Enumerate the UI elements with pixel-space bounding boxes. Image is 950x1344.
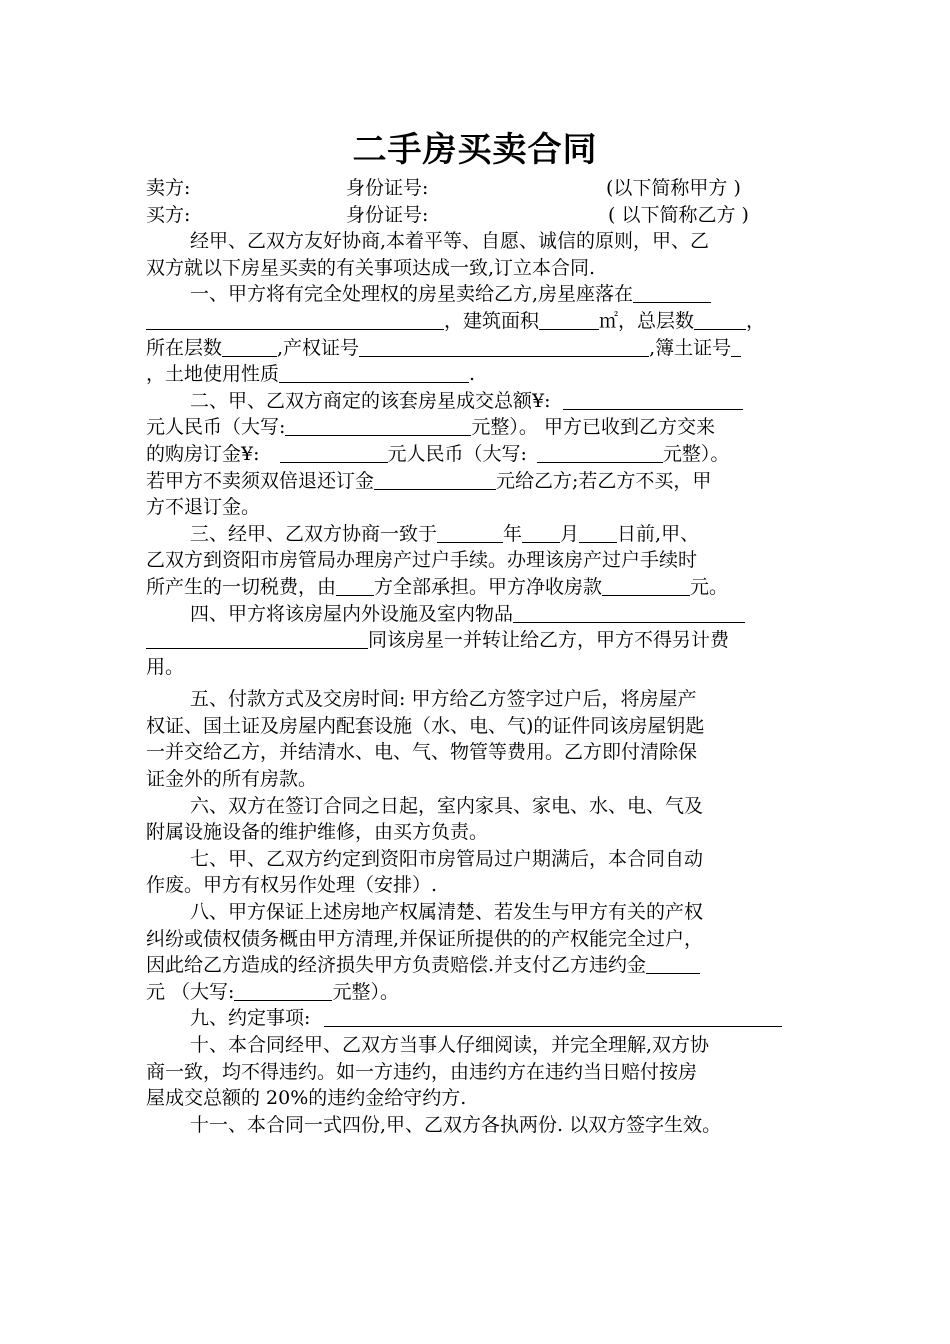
clause-2-text-c: 元整）。 甲方已收到乙方交来 <box>471 416 715 439</box>
clause-5-line-4: 证金外的所有房款。 <box>146 768 318 791</box>
land-use-field[interactable] <box>279 362 469 383</box>
clause-4-line-3: 用。 <box>146 655 185 678</box>
clause-2-text-g: 若甲方不卖须双倍退还订金 <box>146 469 375 492</box>
clause-8-line-1: 八、甲方保证上述房地产权属清楚、若发生与甲方有关的产权 <box>190 901 704 924</box>
clause-1-text-c: ，总层数 <box>618 309 695 332</box>
clause-10-line-2: 商一致，均不得违约。如一方违约，由违约方在违约当日赔付按房 <box>146 1060 698 1083</box>
clause-2-line-5: 方不退订金。 <box>146 496 261 519</box>
penalty-words-field[interactable] <box>234 980 332 1001</box>
deposit-refund-field[interactable] <box>374 469 496 490</box>
clause-1-text-f: ,产权证号 <box>277 336 360 359</box>
clause-2-line-2 <box>146 414 826 441</box>
clause-5-line-1: 五、付款方式及交房时间: 甲方给乙方签字过户后，将房屋产 <box>190 688 697 711</box>
clause-2-text-b: 元人民币（大写: <box>146 416 286 439</box>
clause-8-line-2: 纠纷或债权债务概由甲方清理,并保证所提供的的产权能完全过户， <box>146 927 704 950</box>
clause-1-line-2 <box>146 308 826 335</box>
property-location-field[interactable] <box>633 282 711 303</box>
deposit-field[interactable] <box>280 442 388 463</box>
property-cert-field[interactable] <box>359 336 649 357</box>
total-price-words-field[interactable] <box>285 415 471 436</box>
clause-9-line-1 <box>146 1005 826 1032</box>
clause-11-line-1: 十一、本合同一式四份,甲、乙双方各执两份. 以双方签字生效。 <box>190 1113 722 1136</box>
penalty-field[interactable] <box>646 953 700 974</box>
clause-1-text-i: . <box>469 363 476 386</box>
total-floors-field[interactable] <box>694 309 746 330</box>
area-unit: ㎡ <box>599 309 619 332</box>
clause-2-line-4 <box>146 468 826 495</box>
seller-id-label: 身份证号: <box>346 177 429 199</box>
clause-4-text-b: 同该房星一并转让给乙方，甲方不得另计费 <box>368 629 730 652</box>
buyer-note: ( 以下简称乙方 ) <box>608 203 749 226</box>
net-proceeds-field[interactable] <box>602 575 690 596</box>
clause-4-text-a: 四、甲方将该房屋内外设施及室内物品 <box>190 602 514 625</box>
document-title: 二手房买卖合同 <box>352 130 598 170</box>
clause-2-text-d: 的购房订金¥: <box>146 442 260 465</box>
clause-1-line-4 <box>146 361 826 388</box>
clause-6-line-2: 附属设施设备的维护维修，由买方负责。 <box>146 821 489 844</box>
buyer-id-label: 身份证号: <box>346 203 429 226</box>
clause-2-text-f: 元整）。 <box>662 442 730 465</box>
property-location-field-2[interactable] <box>146 309 444 330</box>
land-cert-field[interactable] <box>731 336 741 357</box>
total-price-field[interactable] <box>563 389 743 410</box>
day-field[interactable] <box>579 522 617 543</box>
clause-5-line-3: 一并交给乙方，并结清水、电、气、物管等费用。乙方即付清除保 <box>146 741 698 764</box>
building-area-field[interactable] <box>539 309 599 330</box>
clause-1-text-a: 一、甲方将有完全处理权的房星卖给乙方,房星座落在 <box>190 283 634 306</box>
preamble-line-1: 经甲、乙双方友好协商,本着平等、自愿、诚信的原则，甲、乙 <box>190 230 710 253</box>
clause-7-line-1: 七、甲、乙双方约定到资阳市房管局过户期满后，本合同自动 <box>190 847 704 870</box>
included-items-field[interactable] <box>513 602 745 623</box>
clause-4-line-2 <box>146 627 826 654</box>
clause-3-line-1 <box>146 521 826 548</box>
agreed-matters-field[interactable] <box>324 1006 782 1027</box>
clause-2-text-a: 二、甲、乙双方商定的该套房星成交总额¥: <box>190 389 551 412</box>
clause-1-text-b: ，建筑面积 <box>444 309 540 332</box>
clause-9-text-a: 九、约定事项: <box>190 1007 311 1030</box>
clause-1-line-3 <box>146 335 826 362</box>
clause-2-line-1 <box>146 388 826 415</box>
clause-8-text-a: 因此给乙方造成的经济损失甲方负责赔偿.并支付乙方违约金 <box>146 954 647 977</box>
seller-line <box>146 175 826 202</box>
clause-2-line-3 <box>146 441 826 468</box>
clause-3-text-f: 所产生的一切税费，由 <box>146 575 337 598</box>
clause-1-line-1 <box>146 281 826 308</box>
clause-1-text-g: ,簿土证号 <box>649 336 732 359</box>
year-label: 年 <box>503 522 523 545</box>
deposit-words-field[interactable] <box>537 442 663 463</box>
included-items-field-2[interactable] <box>146 628 368 649</box>
preamble-line-2: 双方就以下房星买卖的有关事项达成一致,订立本合同. <box>146 256 596 279</box>
clause-3-line-2: 乙双方到资阳市房管局办理房产过户手续。办理该房产过户手续时 <box>146 549 698 572</box>
clause-2-text-h: 元给乙方;若乙方不买，甲 <box>496 469 712 492</box>
clause-6-line-1: 六、双方在签订合同之日起，室内家具、家电、水、电、气及 <box>190 794 704 817</box>
clause-8-text-c: 元整）。 <box>332 980 399 1003</box>
clause-1-text-e: 所在层数 <box>146 336 223 359</box>
clause-2-text-e: 元人民币（大写: <box>387 442 527 465</box>
tax-party-field[interactable] <box>336 575 374 596</box>
clause-4-line-1 <box>146 601 826 628</box>
month-field[interactable] <box>522 522 560 543</box>
clause-8-line-4 <box>146 979 826 1006</box>
clause-3-text-d: 日前,甲、 <box>617 522 700 545</box>
contract-body <box>146 175 826 1138</box>
clause-5-line-2: 权证、国土证及房屋内配套设施（水、电、气)的证件同该房屋钥匙 <box>146 714 705 737</box>
clause-8-line-3 <box>146 952 826 979</box>
buyer-label: 买方: <box>146 203 191 226</box>
seller-note: (以下简称甲方 ) <box>606 177 741 199</box>
clause-3-text-a: 三、经甲、乙双方协商一致于 <box>190 522 438 545</box>
clause-1-text-h: ，土地使用性质 <box>146 363 280 386</box>
month-label: 月 <box>560 522 580 545</box>
clause-10-line-1: 十、本合同经甲、乙双方当事人仔细阅读，并完全理解,双方协 <box>190 1034 710 1056</box>
clause-7-line-2: 作废。甲方有权另作处理（安排）. <box>146 874 438 897</box>
buyer-line <box>146 202 826 229</box>
clause-3-text-h: 元。 <box>690 575 729 598</box>
clause-1-text-d: ， <box>746 309 766 332</box>
seller-label: 卖方: <box>146 177 191 199</box>
clause-8-text-b: 元 （大写: <box>146 980 235 1003</box>
clause-3-line-3 <box>146 574 826 601</box>
year-field[interactable] <box>437 522 503 543</box>
clause-10-line-3: 屋成交总额的 20%的违约金给守约方. <box>146 1087 467 1110</box>
clause-3-text-g: 方全部承担。甲方净收房款 <box>374 575 603 598</box>
floor-number-field[interactable] <box>222 336 277 357</box>
